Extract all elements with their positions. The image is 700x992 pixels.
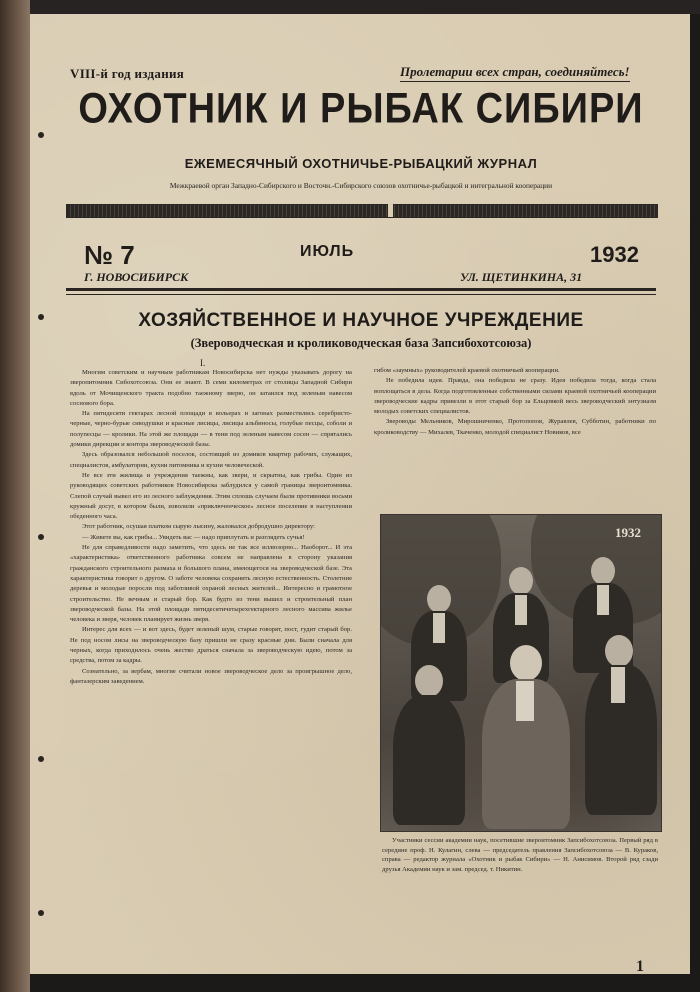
issue-year: 1932	[590, 242, 639, 267]
photo-person	[476, 645, 576, 832]
article-title: ХОЗЯЙСТВЕННОЕ И НАУЧНОЕ УЧРЕЖДЕНИЕ	[138, 310, 584, 331]
article-subtitle: (Звероводческая и кролиководческая база Запсибохотсоюза)	[190, 336, 532, 350]
paragraph: гибом «заумных» руководителей краевой охотничьей кооперации.	[374, 367, 560, 374]
paragraph: Этот работник, осушая платком сырую лысину, жаловался добродушно директору:	[82, 523, 316, 531]
paragraph: Звероводы Мельников, Мирошниченко, Протопопов, Журавлев, Субботин, работники по кролиководству — Михалев, Ткаченко, молодой специалист Новиков, все	[374, 418, 656, 436]
issue-street: УЛ. ЩЕТИНКИНА, 31	[460, 270, 583, 284]
binding-hole	[38, 756, 44, 762]
paragraph: Сознательно, за вербам, многие считали новое звероводческое дело за проигрышное дело, фантазерским заведением.	[70, 667, 352, 685]
photo-caption	[382, 836, 658, 874]
photo-date: 1932	[615, 525, 641, 540]
binding-hole	[38, 314, 44, 320]
magazine-title: ОХОТНИК И РЫБАК СИБИРИ	[78, 85, 644, 133]
issue-month: ИЮЛЬ	[300, 243, 355, 260]
paragraph: На пятидесяти гектарах лесной площади в вольерах и загонах разместились серебристо-черные, черно-бурые сиводушки и красные лисицы, лисицы альбиносы, голубые песцы, соболи и полупесцы — кролики. На этой же площади — в тени под зеленым навесом сосен — спрятались домики дирекции и контора звероводческой базы.	[70, 410, 352, 449]
binding-hole	[38, 534, 44, 540]
paragraph: — Живете вы, как грибы... Увидеть вас — надо приплутать и разглядеть сучья!	[82, 533, 305, 541]
organ-line: Межкраевой орган Западно-Сибирского и Восточн.-Сибирского союзов охотничье-рыбацкой и интегральной кооперации	[169, 181, 553, 190]
article-left-column	[70, 368, 352, 950]
slogan: Пролетарии всех стран, соединяйтесь!	[400, 64, 630, 82]
paragraph: Не для справедливости надо заметить, что здесь не так все иллюзорно... Наоборот... И эта «характеристика» ответственного работника совсем не направлена в сторону указания гражданского строительного размаха и большого плана, имеющегося на звероводческой базе. Эта характеристика говорит о другом. О заботе человека сохранить лесную естественность. Столетние деревья и молодые поросли под заботливой охраной лесных жителей... Интересно и грамотное строительство. Не вечным и старый бор. Как будто из тени вышел и строительный план звероводческой базы. На этой площади пятидесятичетырехгектарного лесного массива жилье человека и зверя, человек планирует жизнь зверя.	[70, 544, 352, 624]
header-rule	[66, 288, 656, 291]
masthead-band	[66, 204, 658, 218]
edition-label: VIII-й год издания	[70, 66, 185, 81]
article-right-column	[374, 366, 656, 506]
binding-hole	[38, 910, 44, 916]
paragraph: Интерес для всех — и вот здесь, будет зеленый шум, старые говорят, пост, гудит старый бор. Не под носом лисы на звероводческую базу пришли не сразу красные дни. Были сначала для черных, когда приходилось очень жестко драться сначала за звероводческую идею, потом за средства, потом за кадры.	[70, 626, 352, 665]
binding-hole	[38, 132, 44, 138]
header-rule-thin	[66, 294, 656, 295]
paragraph: Многим советским и научным работникам Новосибирска нет нужды указывать дорогу на зверопитомник Сибохотсоюза. Они ее знают. В семи километрах от столицы Западной Сибири вдоль от Мочищенского тракта подобно таежному зверю, он затаился под зеленым навесом соснового бора.	[70, 369, 352, 407]
paragraph: Не победила идея. Правда, она победила не сразу. Идея победила тогда, когда стала воплощаться в дела. Когда подготовленные собственными силами краевой охотничьей кооперации звероводческие кадры привезли в этот старый бор за Ельцовкой весь звероводческий энтузиазм молодых советских специалистов.	[374, 377, 656, 416]
magazine-page	[30, 14, 690, 974]
binding-edge	[0, 0, 30, 992]
photo-person	[581, 635, 661, 825]
background-strip	[30, 0, 700, 14]
caption-text: Участники сессии академии наук, посетившие звероитомник Запсибохотсоюза. Первый ряд в середине проф. Н. Кулагин, слева — председатель правления Запсибохотсоюза — В. Кураков, справа — редактор журнала «Охотник и рыбак Сибири» — Н. Анисимов. Второй ряд сзади друзья Академии наук и зам. председ. т. Никитин.	[382, 837, 658, 873]
issue-city: Г. НОВОСИБИРСК	[84, 270, 189, 284]
issue-number: № 7	[84, 240, 135, 270]
group-photo	[380, 514, 662, 832]
page-number: 1	[636, 958, 644, 975]
band-gap	[388, 203, 393, 217]
section-number: I.	[200, 358, 206, 368]
paragraph: Здесь образовался небольшой поселок, состоящий из домиков квартир рабочих, служащих, специалистов, амбулатории, кухни питомника и кухни человеческой.	[70, 451, 352, 469]
photo-person	[389, 665, 469, 832]
magazine-subtitle: ЕЖЕМЕСЯЧНЫЙ ОХОТНИЧЬЕ-РЫБАЦКИЙ ЖУРНАЛ	[184, 156, 538, 171]
paragraph: Не все эти жилища и учреждения таежны, как звери, и скрытны, как грибы. Один из руководящих советских работников Новосибирска заблудился у самой границы звероитомника. Слепой случай вывел его из лесного заблуждения. Этим сплошь случаем были противники восьми кружный досуг, в котором были, изволили «приключенческое» лесное поселение в наступлении обеденного часа.	[70, 471, 352, 521]
